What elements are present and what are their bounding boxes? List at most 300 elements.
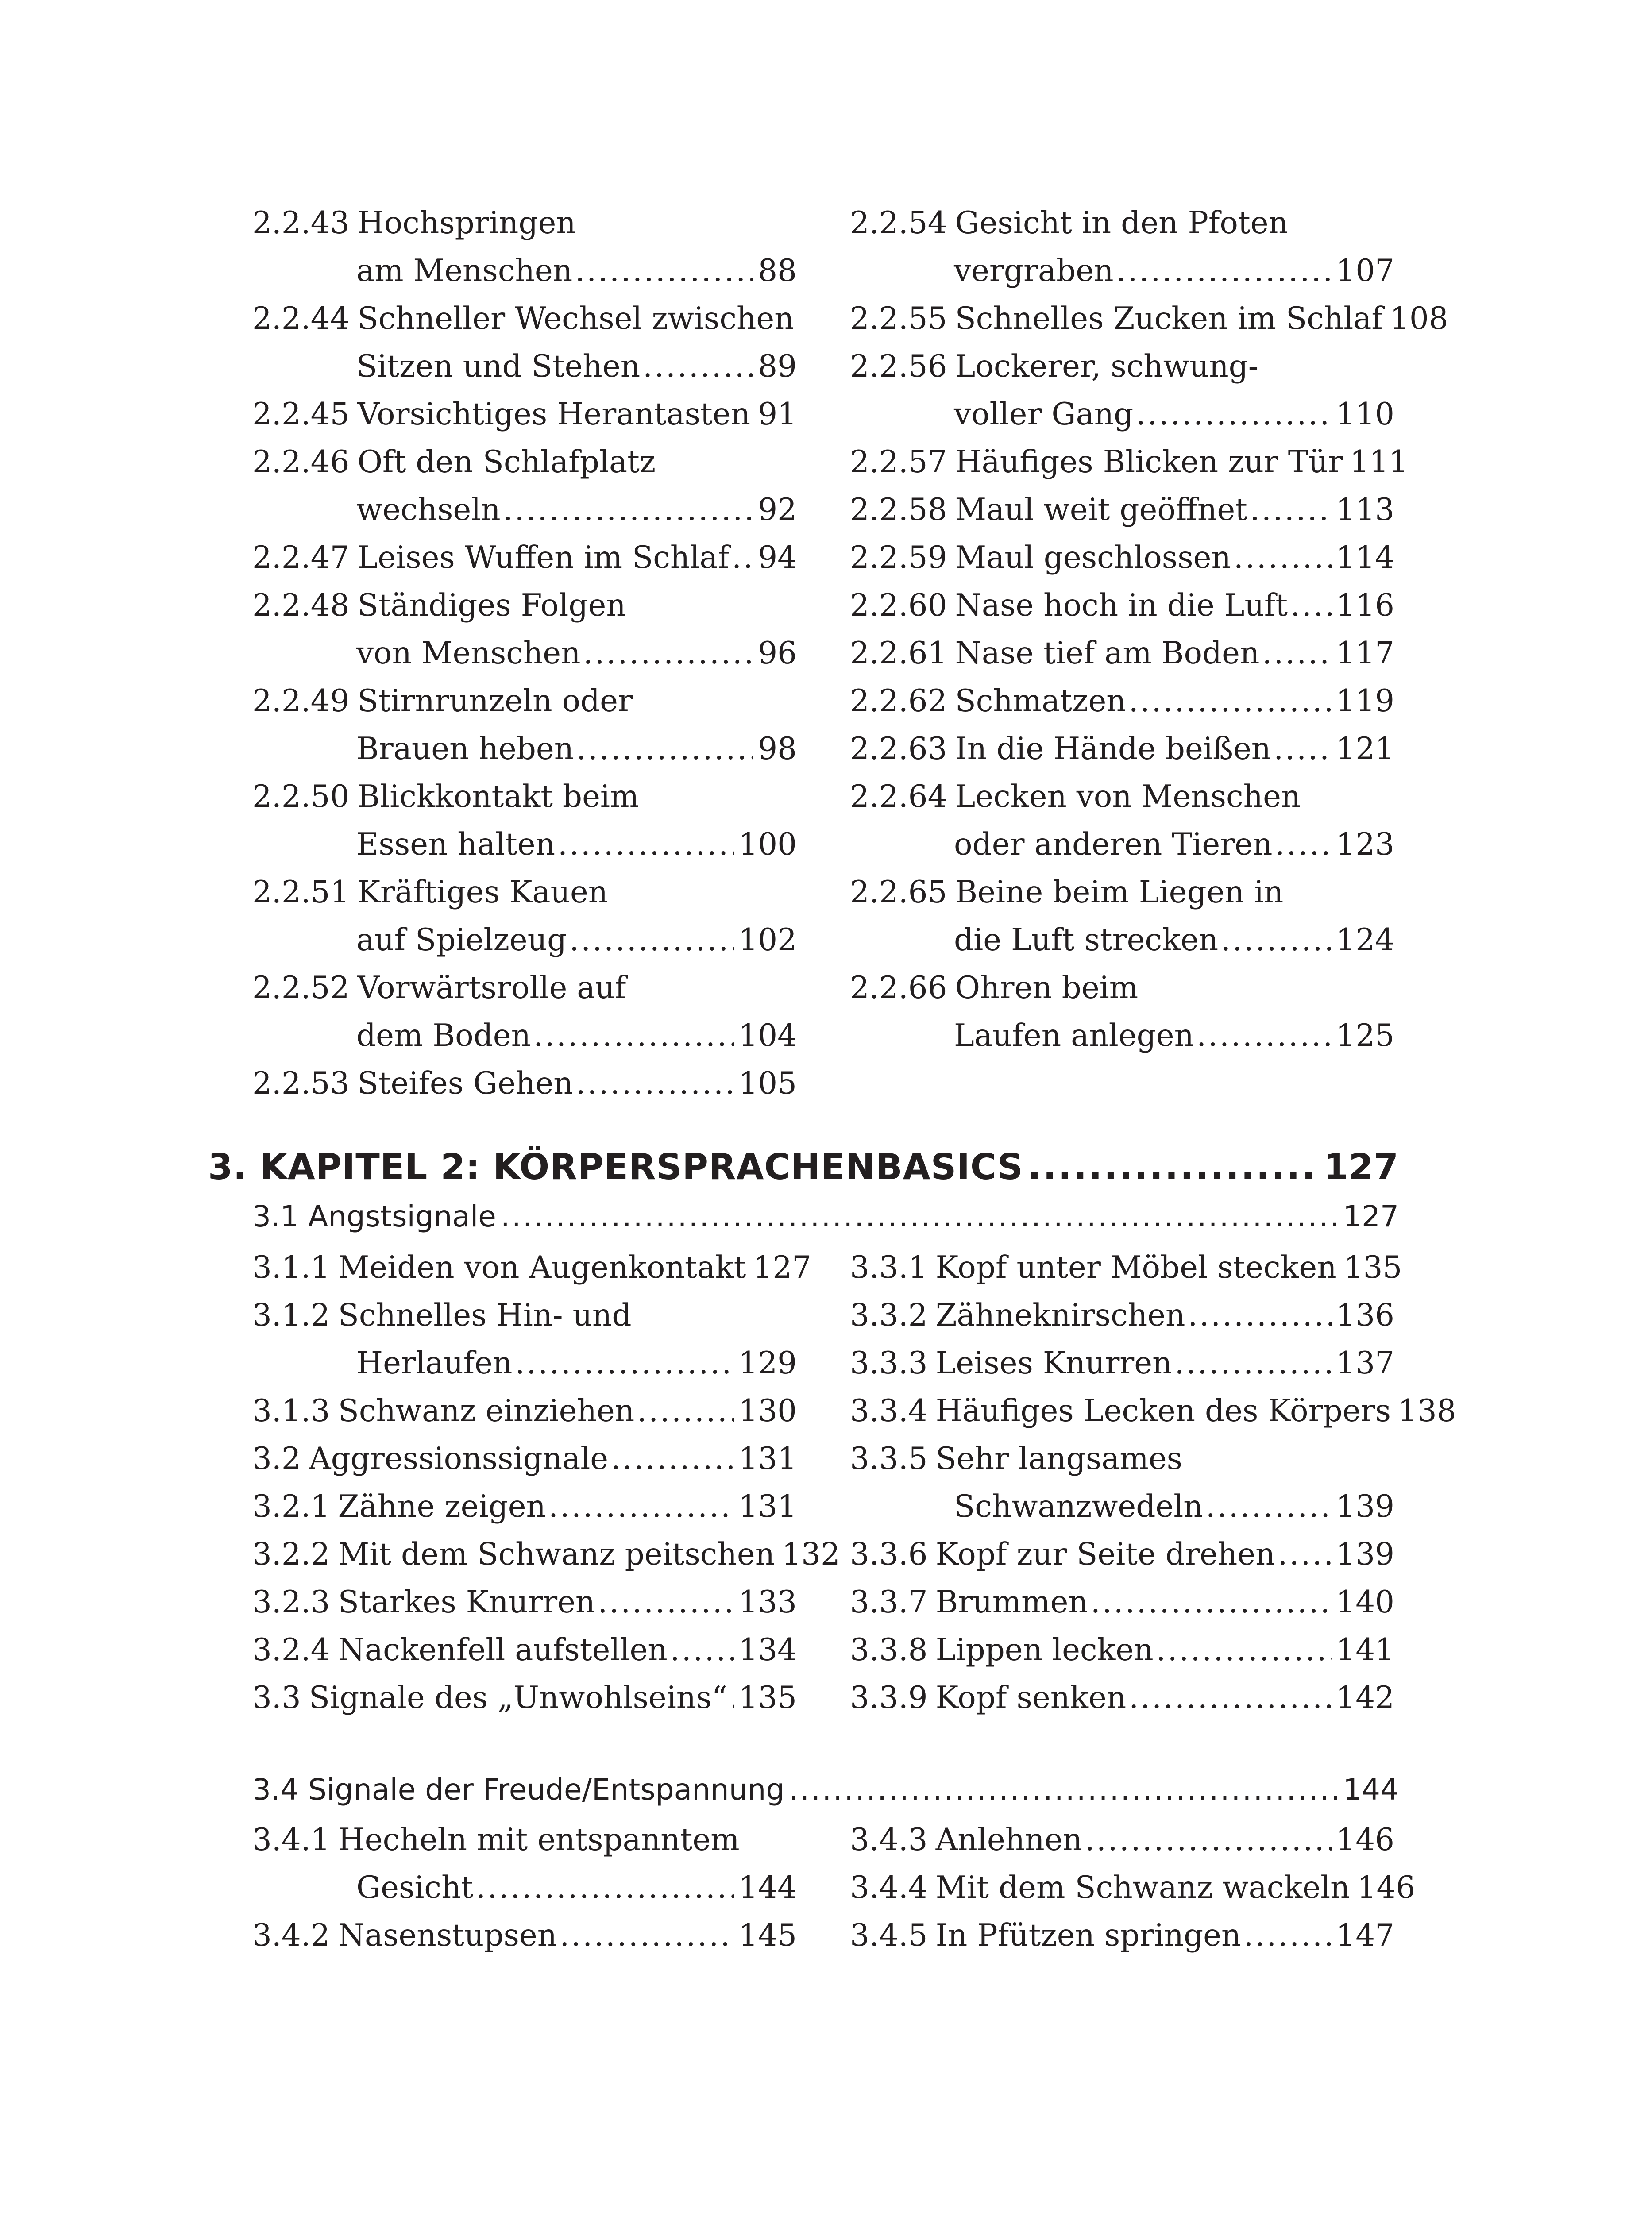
toc-column-left [252,1816,797,1959]
toc-entry-title: Meiden von Augenkontakt [338,1250,746,1285]
chapter-heading[interactable] [208,1146,1399,1187]
toc-entry-title: Signale des „Unwohlseins“ [309,1680,727,1716]
toc-entry-page: 123 [1336,827,1394,862]
toc-entry-line [850,1339,1394,1387]
toc-entry-title: Vorwärtsrolle auf [357,970,626,1006]
toc-entry-title: Beine beim Liegen in [955,875,1284,910]
leader-dots [569,916,734,964]
chapter-page: 127 [1324,1146,1399,1187]
toc-entry[interactable] [252,1626,797,1674]
toc-entry-title: Lockerer, schwung- [955,349,1259,384]
toc-entry[interactable] [850,486,1394,534]
toc-entry-title: Kräftiges Kauen [357,875,608,910]
toc-entry-continuation [252,247,797,295]
toc-entry-number: 3.3.2 [850,1298,928,1333]
toc-entry-title: In Pfützen springen [935,1918,1241,1953]
toc-entry-title: die Luft strecken [954,922,1219,958]
leader-dots [1243,1912,1332,1959]
toc-entry-page: 94 [758,540,797,575]
leader-dots [1091,1578,1332,1626]
toc-entry-line [850,1816,1394,1864]
toc-entry[interactable] [850,677,1394,725]
toc-entry-page: 137 [1336,1346,1394,1381]
leader-dots [560,1912,734,1959]
toc-entry-number: 3.4.1 [252,1822,330,1858]
toc-entry[interactable] [252,1060,797,1107]
toc-entry[interactable] [850,725,1394,773]
toc-entry[interactable] [850,199,1394,295]
toc-entry-number: 3.4.4 [850,1870,928,1905]
toc-column-left [252,1244,840,1722]
toc-entry-page: 140 [1336,1585,1394,1620]
toc-entry-line [252,438,797,486]
toc-entry[interactable] [850,773,1394,868]
toc-entry-line [850,868,1394,916]
toc-entry-number: 3.3.6 [850,1537,928,1572]
toc-entry-title: Nase hoch in die Luft [955,588,1288,623]
leader-dots [1206,1483,1332,1531]
toc-entry-page: 142 [1336,1680,1394,1716]
toc-entry-title: Stirnrunzeln oder [357,683,633,719]
toc-entry[interactable] [850,1339,1394,1387]
toc-entry[interactable] [850,1435,1394,1531]
toc-entry-page: 134 [738,1632,797,1668]
toc-entry-title: Zähneknirschen [935,1298,1185,1333]
toc-entry-title: Mit dem Schwanz peitschen [338,1537,775,1572]
toc-entry[interactable] [252,1578,797,1626]
leader-dots [1188,1292,1332,1339]
toc-entry-line [850,1531,1394,1578]
toc-entry-line [850,1387,1456,1435]
toc-entry[interactable] [850,1816,1394,1864]
toc-entry-number: 3.1.3 [252,1393,330,1429]
toc-entry-number: 3.2.3 [252,1585,330,1620]
toc-entry-page: 146 [1357,1870,1416,1905]
toc-entry-number: 3.2.1 [252,1489,330,1524]
toc-entry-number: 2.2.60 [850,588,947,623]
toc-entry-page: 124 [1336,922,1394,958]
toc-entry-line [850,1292,1394,1339]
toc-entry-number: 3.3.4 [850,1393,928,1429]
toc-entry-title: Lecken von Menschen [955,779,1301,814]
toc-entry-line [252,1435,797,1483]
toc-entry-number: 2.2.58 [850,492,947,528]
toc-entry-title: Leises Knurren [935,1346,1172,1381]
toc-entry[interactable] [252,1483,797,1531]
toc-entry-line [252,199,797,247]
toc-entry-number: 2.2.48 [252,588,350,623]
toc-entry[interactable] [850,1531,1394,1578]
toc-entry-continuation [252,725,797,773]
toc-entry-page: 116 [1336,588,1394,623]
toc-entry[interactable] [850,964,1394,1060]
toc-entry-title: oder anderen Tieren [954,827,1273,862]
toc-entry-page: 104 [738,1018,797,1053]
toc-entry-continuation [850,390,1394,438]
toc-entry-number: 2.2.53 [252,1066,350,1101]
toc-entry-continuation [252,1012,797,1060]
toc-entry-title: Häufiges Lecken des Körpers [935,1393,1391,1429]
toc-entry-title: Kopf zur Seite drehen [935,1537,1275,1572]
toc-entry[interactable] [850,868,1394,964]
toc-entry-number: 2.2.45 [252,397,350,432]
toc-entry-page: 113 [1336,492,1394,528]
toc-entry-page: 111 [1350,444,1408,480]
toc-entry-page: 117 [1336,636,1394,671]
toc-entry-title: Mit dem Schwanz wackeln [935,1870,1350,1905]
chapter-title: 3. KAPITEL 2: KÖRPERSPRACHENBASICS [208,1146,1023,1187]
toc-entry[interactable] [850,1626,1394,1674]
toc-entry-title: Brummen [935,1585,1088,1620]
toc-entry-number: 2.2.51 [252,875,350,910]
toc-entry-continuation [252,343,797,390]
toc-entry-line [850,199,1394,247]
toc-entry[interactable] [252,438,797,534]
toc-entry-line [252,1483,797,1531]
toc-entry[interactable] [850,629,1394,677]
toc-entry-line [850,582,1394,629]
leader-dots [611,1435,734,1483]
toc-entry-line [850,295,1448,343]
leader-dots [503,486,753,534]
toc-entry-number: 3.3.5 [850,1441,928,1477]
toc-column-right [850,1816,1416,1959]
toc-entry-page: 129 [738,1346,797,1381]
leader-dots [1278,1531,1332,1578]
toc-entry-title: Häufiges Blicken zur Tür [955,444,1343,480]
toc-column-right [850,1244,1456,1722]
toc-entry-line [850,486,1394,534]
section-page: 127 [1343,1199,1399,1234]
toc-entry-line [850,1674,1394,1722]
toc-entry-page: 89 [758,349,797,384]
toc-entry-page: 102 [738,922,797,958]
leader-dots [501,1199,1337,1234]
leader-dots [1129,677,1332,725]
toc-entry-continuation [850,1483,1394,1531]
leader-dots [576,725,753,773]
leader-dots [575,247,753,295]
toc-entry-title: Nase tief am Boden [955,636,1260,671]
toc-entry-continuation [252,1864,797,1912]
toc-entry-page: 135 [1343,1250,1402,1285]
toc-column-left [252,199,797,1107]
toc-entry-number: 2.2.55 [850,301,947,336]
toc-entry-page: 130 [738,1393,797,1429]
toc-entry-continuation [252,1339,797,1387]
toc-entry-number: 3.3.9 [850,1680,928,1716]
toc-entry-number: 2.2.47 [252,540,350,575]
toc-entry-line [252,1060,797,1107]
toc-entry-title: Kopf unter Möbel stecken [935,1250,1337,1285]
toc-entry[interactable] [252,1244,812,1292]
toc-entry[interactable] [850,1244,1402,1292]
toc-entry-line [850,1578,1394,1626]
toc-entry-line [252,1674,797,1722]
leader-dots [576,1060,734,1107]
toc-entry-title: Schwanz einziehen [338,1393,635,1429]
toc-entry-number: 3.3.1 [850,1250,928,1285]
toc-entry[interactable] [252,1292,797,1387]
toc-entry-line [850,677,1394,725]
leader-dots [670,1626,734,1674]
toc-entry-number: 2.2.64 [850,779,947,814]
toc-entry-page: 141 [1336,1632,1394,1668]
toc-entry-title: Maul weit geöffnet [955,492,1247,528]
leader-dots [789,1773,1337,1807]
toc-entry-line [850,725,1394,773]
toc-entry-page: 88 [758,253,797,289]
toc-entry-number: 2.2.62 [850,683,947,719]
toc-entry-title: Schneller Wechsel zwischen [357,301,794,336]
toc-entry-page: 139 [1336,1489,1394,1524]
toc-entry-title: Schnelles Zucken im Schlaf [955,301,1383,336]
toc-entry-page: 96 [758,636,797,671]
toc-entry-number: 3.2.4 [252,1632,330,1668]
toc-entry-page: 107 [1336,253,1394,289]
toc-entry-title: Kopf senken [935,1680,1127,1716]
toc-entry-title: Sitzen und Stehen [356,349,641,384]
leader-dots [1197,1012,1332,1060]
toc-entry[interactable] [850,295,1448,343]
toc-entry-title: Nasenstupsen [338,1918,557,1953]
toc-entry-line [252,773,797,821]
toc-entry-page: 138 [1397,1393,1456,1429]
toc-entry-continuation [850,821,1394,868]
toc-entry-page: 91 [758,397,797,432]
toc-entry[interactable] [252,295,797,390]
toc-entry-page: 136 [1336,1298,1394,1333]
toc-entry-page: 105 [738,1066,797,1101]
toc-entry-page: 133 [738,1585,797,1620]
toc-entry-line [252,1626,797,1674]
toc-entry-title: Maul geschlossen [955,540,1231,575]
toc-entry-page: 132 [782,1537,840,1572]
toc-entry-title: Aggressionssignale [309,1441,609,1477]
toc-entry[interactable] [252,390,797,438]
toc-entry-line [850,1435,1394,1483]
toc-entry-title: von Menschen [356,636,581,671]
toc-entry-page: 98 [758,731,797,767]
section-heading-3-1[interactable] [252,1199,1399,1234]
toc-entry-page: 121 [1336,731,1394,767]
leader-dots [476,1864,734,1912]
toc-entry[interactable] [850,1292,1394,1339]
toc-entry-line [252,1912,797,1959]
toc-entry-line [252,1531,840,1578]
toc-entry-title: Nackenfell aufstellen [338,1632,668,1668]
toc-entry[interactable] [850,438,1408,486]
section-title: 3.4 Signale der Freude/Entspannung [252,1773,785,1807]
toc-entry-page: 139 [1336,1537,1394,1572]
toc-entry-line [850,1626,1394,1674]
toc-entry-continuation [850,1012,1394,1060]
section-title: 3.1 Angstsignale [252,1199,496,1234]
leader-dots [1085,1816,1332,1864]
toc-entry-title: Ohren beim [955,970,1139,1006]
toc-entry-line [850,438,1408,486]
leader-dots [515,1339,734,1387]
toc-entry-number: 2.2.49 [252,683,350,719]
toc-entry-line [252,582,797,629]
toc-entry-page: 110 [1336,397,1394,432]
toc-entry-title: vergraben [954,253,1114,289]
toc-entry[interactable] [252,199,797,295]
leader-dots [1274,725,1332,773]
toc-entry-number: 2.2.59 [850,540,947,575]
toc-entry[interactable] [850,1912,1394,1959]
toc-entry[interactable] [252,582,797,677]
toc-entry-line [850,343,1394,390]
toc-entry[interactable] [850,1387,1456,1435]
toc-entry[interactable] [850,343,1394,438]
toc-entry-number: 2.2.44 [252,301,350,336]
toc-entry-title: Anlehnen [935,1822,1082,1858]
toc-entry-page: 127 [753,1250,812,1285]
toc-entry[interactable] [850,534,1394,582]
toc-entry[interactable] [252,1816,797,1912]
toc-entry[interactable] [850,582,1394,629]
toc-entry-number: 2.2.46 [252,444,350,480]
toc-entry-continuation [252,916,797,964]
toc-entry-title: Herlaufen [356,1346,513,1381]
leader-dots [583,629,754,677]
toc-entry[interactable] [252,534,797,582]
toc-entry-line [850,773,1394,821]
toc-entry-continuation [252,821,797,868]
toc-entry-line [850,1244,1402,1292]
toc-entry-line [850,1864,1416,1912]
toc-entry-number: 3.1.2 [252,1298,330,1333]
toc-entry-page: 92 [758,492,797,528]
leader-dots [637,1387,734,1435]
toc-entry-number: 3.3.3 [850,1346,928,1381]
leader-dots [533,1012,734,1060]
toc-entry-number: 3.2 [252,1441,301,1477]
toc-entry-title: am Menschen [356,253,573,289]
toc-entry-line [850,1912,1394,1959]
toc-entry-line [850,534,1394,582]
toc-entry-page: 135 [738,1680,797,1716]
toc-entry-number: 2.2.56 [850,349,947,384]
toc-entry-line [252,1578,797,1626]
toc-entry-number: 2.2.50 [252,779,350,814]
toc-entry-title: Lippen lecken [935,1632,1154,1668]
toc-entry-title: Brauen heben [356,731,574,767]
toc-entry-continuation [850,916,1394,964]
leader-dots [1250,486,1332,534]
toc-entry-number: 2.2.61 [850,636,947,671]
toc-entry-page: 125 [1336,1018,1394,1053]
toc-entry-title: Laufen anlegen [954,1018,1194,1053]
toc-entry-title: Hecheln mit entspanntem [338,1822,740,1858]
toc-entry-line [850,629,1394,677]
toc-entry-page: 144 [738,1870,797,1905]
toc-entry[interactable] [252,868,797,964]
leader-dots [732,534,753,582]
toc-entry-title: Zähne zeigen [338,1489,546,1524]
toc-entry-line [252,868,797,916]
toc-entry-title: Schnelles Hin- und [338,1298,632,1333]
toc-entry[interactable] [850,1674,1394,1722]
toc-entry-title: dem Boden [356,1018,531,1053]
toc-entry-number: 2.2.43 [252,205,350,241]
toc-entry-page: 119 [1336,683,1394,719]
toc-entry-title: auf Spielzeug [356,922,567,958]
toc-entry-title: Blickkontakt beim [357,779,639,814]
toc-entry-title: Schwanzwedeln [954,1489,1203,1524]
toc-entry[interactable] [252,1387,797,1435]
leader-dots [1136,390,1332,438]
toc-entry-number: 2.2.57 [850,444,947,480]
toc-entry[interactable] [252,773,797,868]
toc-entry[interactable] [850,1864,1416,1912]
toc-entry-line [252,1387,797,1435]
toc-entry-number: 2.2.52 [252,970,350,1006]
toc-entry-title: Steifes Gehen [357,1066,573,1101]
leader-dots [598,1578,734,1626]
toc-entry-title: Gesicht in den Pfoten [955,205,1288,241]
toc-entry-number: 3.4.2 [252,1918,330,1953]
toc-entry-page: 108 [1390,301,1448,336]
leader-dots [643,343,753,390]
toc-entry[interactable] [252,1674,797,1722]
leader-dots [558,821,734,868]
leader-dots [730,1674,734,1722]
leader-dots [548,1483,734,1531]
toc-entry-continuation [252,629,797,677]
leader-dots [1116,247,1332,295]
toc-entry-title: Sehr langsames [935,1441,1183,1477]
toc-entry-number: 3.2.2 [252,1537,330,1572]
toc-entry-continuation [850,247,1394,295]
section-page: 144 [1343,1773,1399,1807]
toc-entry[interactable] [252,1912,797,1959]
leader-dots [1129,1674,1332,1722]
toc-entry-number: 3.3.7 [850,1585,928,1620]
toc-entry-page: 131 [738,1489,797,1524]
toc-entry-number: 3.4.3 [850,1822,928,1858]
toc-entry-line [252,677,797,725]
toc-entry-line [252,390,797,438]
section-heading-3-4[interactable] [252,1773,1399,1807]
toc-entry[interactable] [252,1435,797,1483]
leader-dots [1290,582,1332,629]
leader-dots [1175,1339,1332,1387]
toc-entry[interactable] [252,964,797,1060]
toc-entry-page: 147 [1336,1918,1394,1953]
toc-entry-line [252,1244,812,1292]
toc-entry-title: Gesicht [356,1870,474,1905]
toc-entry-continuation [252,486,797,534]
leader-dots [1221,916,1332,964]
toc-entry-line [252,295,797,343]
toc-entry-title: Starkes Knurren [338,1585,595,1620]
toc-entry-number: 2.2.63 [850,731,947,767]
toc-entry-line [252,534,797,582]
leader-dots [1262,629,1332,677]
toc-entry-title: Schmatzen [955,683,1126,719]
leader-dots [1028,1146,1317,1187]
toc-entry-number: 3.3 [252,1680,301,1716]
toc-entry[interactable] [252,1531,840,1578]
toc-entry-title: Oft den Schlafplatz [357,444,656,480]
toc-entry-page: 145 [738,1918,797,1953]
toc-entry[interactable] [252,677,797,773]
toc-entry-title: voller Gang [954,397,1134,432]
leader-dots [1156,1626,1332,1674]
toc-entry[interactable] [850,1578,1394,1626]
